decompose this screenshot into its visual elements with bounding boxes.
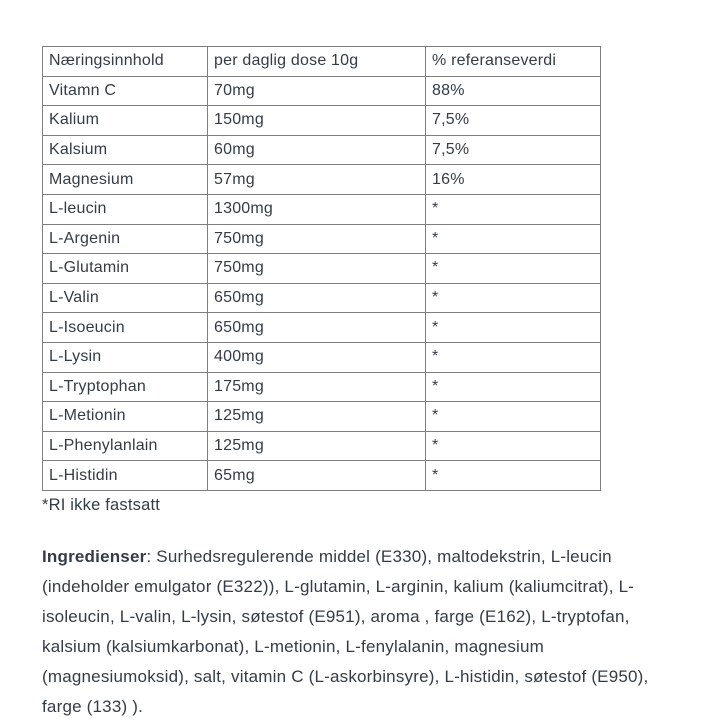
ingredients-separator: : [146,546,157,566]
nutrient-reference: * [426,254,601,284]
nutrient-reference: 7,5% [426,106,601,136]
table-row [43,194,601,224]
nutrient-amount: 400mg [208,342,426,372]
nutrient-amount: 57mg [208,165,426,195]
nutrient-reference: 88% [426,76,601,106]
nutrient-reference: 7,5% [426,135,601,165]
nutrient-name: L-Argenin [43,224,208,254]
nutrient-amount: 750mg [208,224,426,254]
column-header-nutrient: Næringsinnhold [43,47,208,77]
nutrient-name: Kalsium [43,135,208,165]
nutrient-amount: 60mg [208,135,426,165]
nutrient-name: L-Tryptophan [43,372,208,402]
nutrient-name: L-Valin [43,283,208,313]
nutrient-reference: * [426,342,601,372]
table-row [43,402,601,432]
ingredients-text: Surhedsregulerende middel (E330), maltodekstrin, L-leucin (indeholder emulgator (E322)), L-glutamin, L-arginin, kalium (kaliumcitrat), L-isoleucin, L-valin, L-lysin, søtestof (E951), aroma , farge (E162), L-tryptofan, kalsium (kalsiumkarbonat), L-metionin, L-fenylalanin, magnesium (magnesiumoksid), salt, vitamin C (L-askorbinsyre), L-histidin, søtestof (E950), farge (133) ). [42,546,649,716]
nutrient-reference: * [426,461,601,491]
nutrition-table [42,46,601,491]
nutrient-reference: * [426,431,601,461]
table-row [43,342,601,372]
nutrient-amount: 1300mg [208,194,426,224]
nutrient-name: L-Histidin [43,461,208,491]
table-row [43,283,601,313]
nutrient-amount: 750mg [208,254,426,284]
table-row [43,135,601,165]
nutrient-amount: 150mg [208,106,426,136]
nutrient-amount: 70mg [208,76,426,106]
table-header-row [43,47,601,77]
ri-footnote: *RI ikke fastsatt [42,495,161,514]
table-row [43,431,601,461]
column-header-dose: per daglig dose 10g [208,47,426,77]
table-row [43,165,601,195]
table-row [43,254,601,284]
table-row [43,461,601,491]
nutrient-reference: 16% [426,165,601,195]
column-header-reference: % referanseverdi [426,47,601,77]
table-row [43,106,601,136]
table-row [43,313,601,343]
table-row [43,224,601,254]
nutrient-reference: * [426,372,601,402]
nutrient-reference: * [426,402,601,432]
table-row [43,372,601,402]
nutrient-amount: 125mg [208,402,426,432]
nutrient-name: L-Glutamin [43,254,208,284]
ingredients-paragraph [42,542,686,722]
nutrient-name: Kalium [43,106,208,136]
nutrient-name: L-Metionin [43,402,208,432]
nutrient-name: Vitamn C [43,76,208,106]
nutrient-reference: * [426,224,601,254]
nutrient-name: L-leucin [43,194,208,224]
nutrient-reference: * [426,194,601,224]
nutrient-reference: * [426,283,601,313]
nutrient-amount: 175mg [208,372,426,402]
nutrient-name: L-Isoeucin [43,313,208,343]
nutrient-name: L-Lysin [43,342,208,372]
nutrient-amount: 125mg [208,431,426,461]
nutrient-name: L-Phenylanlain [43,431,208,461]
nutrient-reference: * [426,313,601,343]
nutrient-amount: 650mg [208,283,426,313]
nutrient-amount: 650mg [208,313,426,343]
ingredients-label: Ingredienser [42,546,147,566]
table-row [43,76,601,106]
nutrient-name: Magnesium [43,165,208,195]
nutrient-amount: 65mg [208,461,426,491]
